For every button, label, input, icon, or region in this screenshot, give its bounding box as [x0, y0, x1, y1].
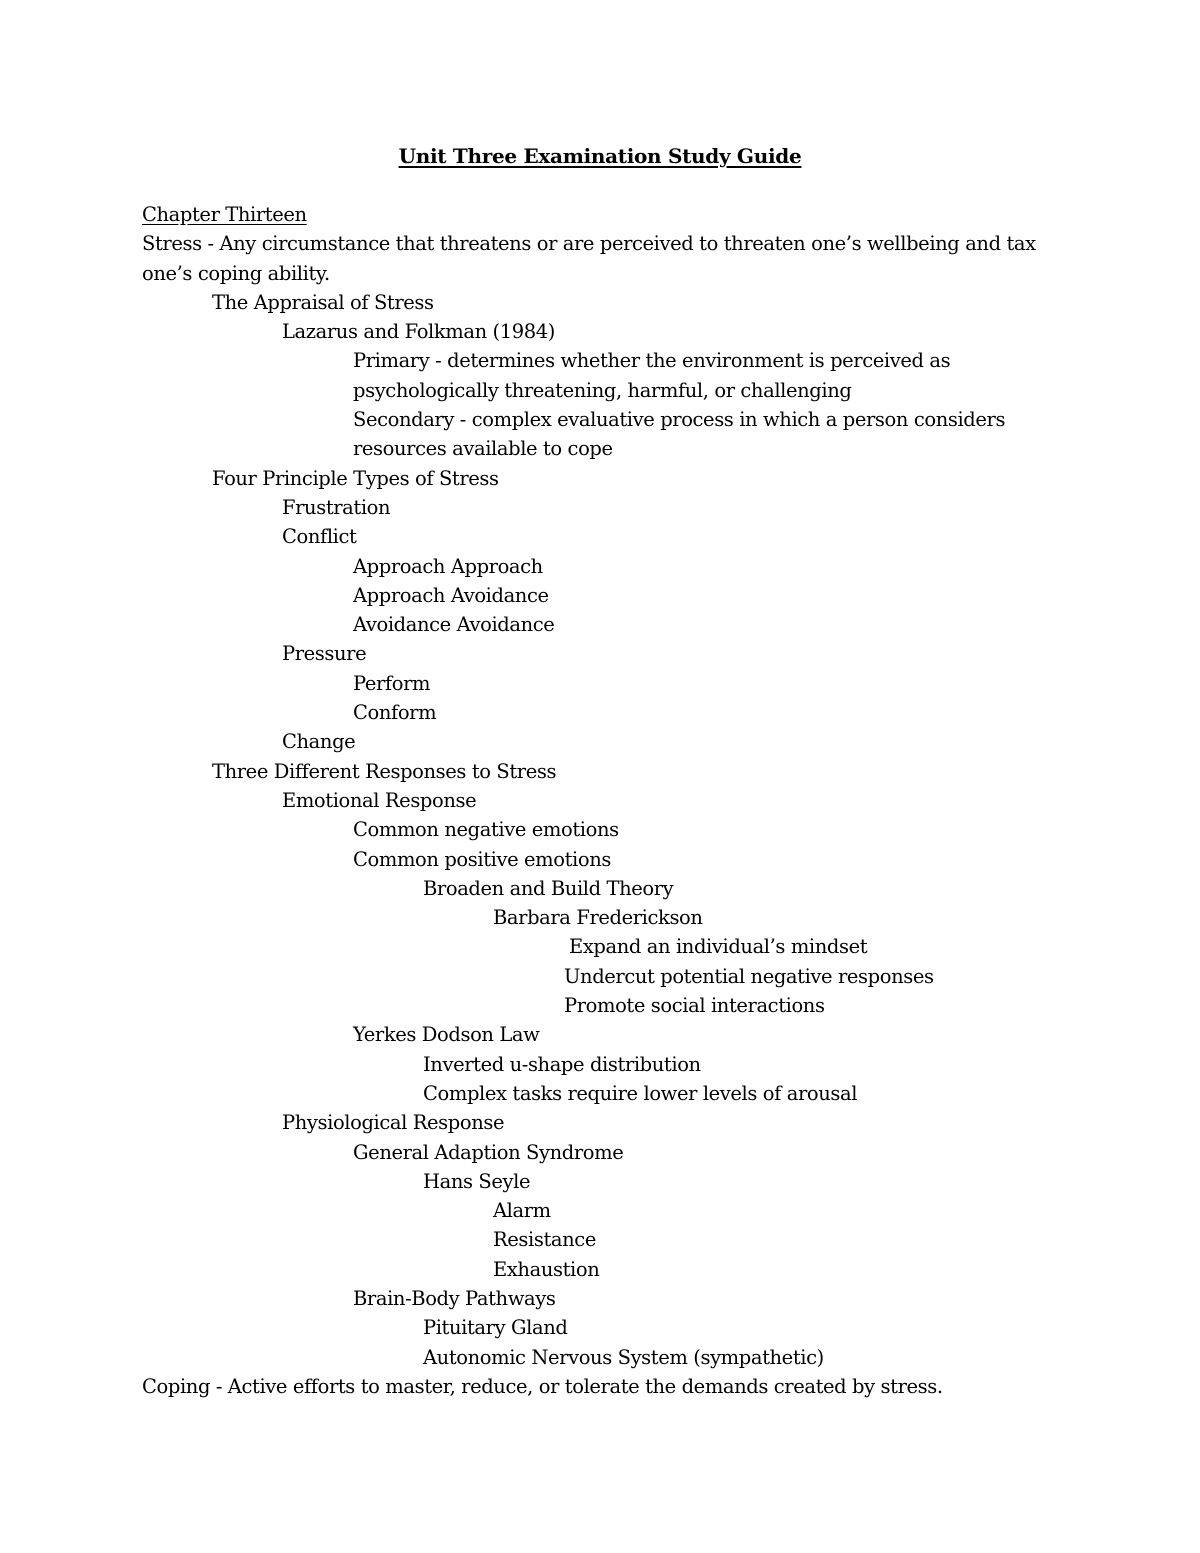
outline-line: Physiological Response — [282, 1111, 505, 1135]
outline-line: Autonomic Nervous System (sympathetic) — [423, 1345, 824, 1369]
outline-line: Hans Seyle — [423, 1169, 531, 1193]
outline-line: Emotional Response — [282, 788, 477, 812]
outline-line: Expand an individual’s mindset — [569, 935, 868, 959]
outline-line: Yerkes Dodson Law — [353, 1023, 540, 1047]
outline-line: Primary - determines whether the environment is perceived as — [353, 349, 951, 373]
outline-line: Complex tasks require lower levels of arousal — [423, 1081, 858, 1105]
outline-line: Brain-Body Pathways — [353, 1286, 556, 1310]
outline-line: Barbara Frederickson — [493, 906, 703, 930]
outline-line: Stress - Any circumstance that threatens or are perceived to threaten one’s wellbeing and tax — [142, 232, 1036, 256]
outline-line: Alarm — [493, 1199, 551, 1223]
document-title: Unit Three Examination Study Guide — [398, 144, 802, 168]
chapter-heading: Chapter Thirteen — [142, 203, 307, 226]
study-guide-outline — [142, 200, 1042, 1401]
outline-line: Resistance — [493, 1228, 596, 1252]
outline-line: Promote social interactions — [564, 994, 825, 1018]
outline-line: General Adaption Syndrome — [353, 1140, 624, 1164]
outline-line: psychologically threatening, harmful, or challenging — [353, 378, 852, 402]
outline-line: Broaden and Build Theory — [423, 876, 674, 900]
outline-line: The Appraisal of Stress — [212, 290, 434, 314]
outline-line: one’s coping ability. — [142, 261, 330, 285]
outline-line: Perform — [353, 671, 431, 695]
outline-line: Common positive emotions — [353, 847, 611, 871]
outline-line: Lazarus and Folkman (1984) — [282, 320, 555, 344]
outline-line: Exhaustion — [493, 1257, 600, 1281]
outline-line: Frustration — [282, 495, 391, 519]
outline-line: Pituitary Gland — [423, 1316, 568, 1340]
outline-line: Four Principle Types of Stress — [212, 466, 499, 490]
outline-line: Avoidance Avoidance — [353, 613, 555, 637]
outline-line: resources available to cope — [353, 437, 613, 461]
outline-line: Coping - Active efforts to master, reduce, or tolerate the demands created by stress. — [142, 1374, 943, 1398]
outline-line: Change — [282, 730, 356, 754]
outline-line: Undercut potential negative responses — [564, 964, 934, 988]
outline-line: Approach Avoidance — [353, 583, 549, 607]
outline-line: Approach Approach — [353, 554, 543, 578]
outline-line: Conform — [353, 701, 437, 725]
outline-line: Common negative emotions — [353, 818, 619, 842]
outline-line: Conflict — [282, 525, 357, 549]
outline-line: Inverted u-shape distribution — [423, 1052, 701, 1076]
outline-line: Pressure — [282, 642, 367, 666]
outline-line: Three Different Responses to Stress — [212, 759, 557, 783]
outline-line: Secondary - complex evaluative process in which a person considers — [353, 408, 1006, 432]
